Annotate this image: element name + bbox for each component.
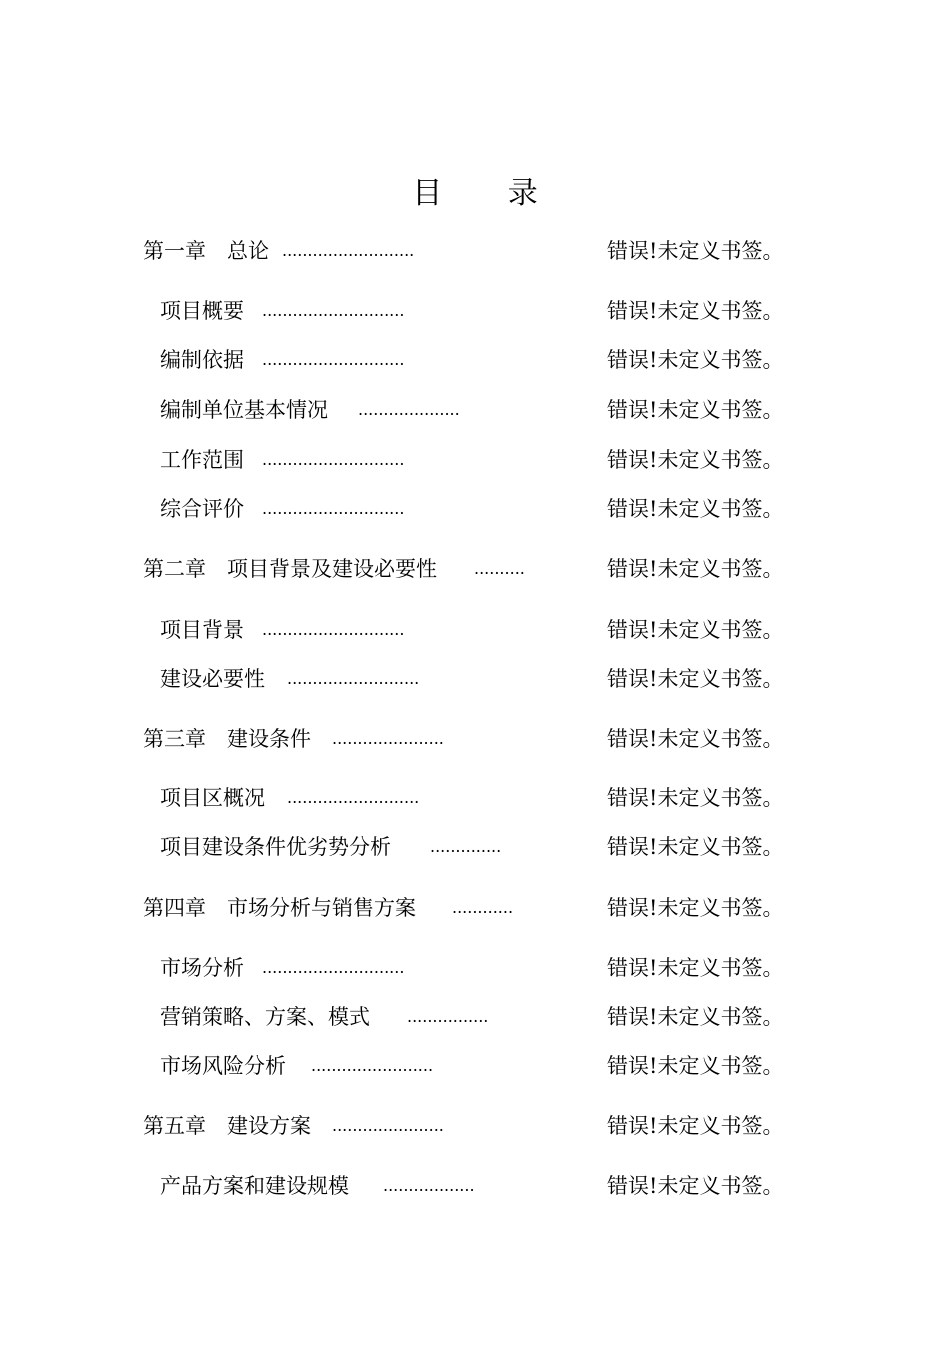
toc-page-ref: 错误!未定义书签。	[607, 497, 784, 521]
toc-entry-section[interactable]	[0, 832, 950, 862]
toc-leader-dots: ................	[407, 1007, 489, 1026]
toc-page-ref: 错误!未定义书签。	[607, 239, 784, 263]
toc-entry-label: 营销策略、方案、模式	[160, 1005, 370, 1029]
toc-page-ref: 错误!未定义书签。	[607, 667, 784, 691]
toc-entry-label: 市场分析	[160, 956, 244, 980]
toc-leader-dots: ..........................	[282, 241, 415, 260]
toc-page-ref: 错误!未定义书签。	[607, 398, 784, 422]
toc-entry-label: 综合评价	[160, 497, 244, 521]
toc-entry-chapter-4[interactable]	[0, 893, 950, 923]
toc-page-ref: 错误!未定义书签。	[607, 557, 784, 581]
toc-entry-section[interactable]	[0, 494, 950, 524]
toc-leader-dots: ..........................	[287, 669, 420, 688]
toc-page-ref: 错误!未定义书签。	[607, 896, 784, 920]
toc-entry-section[interactable]	[0, 1051, 950, 1081]
toc-entry-label: 项目概要	[160, 299, 244, 323]
toc-page-ref: 错误!未定义书签。	[607, 835, 784, 859]
toc-entry-label: 编制依据	[160, 348, 244, 372]
toc-page-ref: 错误!未定义书签。	[607, 618, 784, 642]
toc-leader-dots: ............................	[262, 620, 405, 639]
toc-entry-label: 建设必要性	[160, 667, 265, 691]
toc-leader-dots: ..................	[383, 1176, 475, 1195]
toc-page-ref: 错误!未定义书签。	[607, 348, 784, 372]
toc-leader-dots: ..........................	[287, 788, 420, 807]
toc-entry-label: 第五章 建设方案	[143, 1114, 311, 1138]
toc-leader-dots: ........................	[311, 1056, 434, 1075]
toc-entry-section[interactable]	[0, 1002, 950, 1032]
toc-leader-dots: ............................	[262, 499, 405, 518]
toc-entry-label: 工作范围	[160, 448, 244, 472]
toc-entry-label: 市场风险分析	[160, 1054, 286, 1078]
toc-page-ref: 错误!未定义书签。	[607, 1114, 784, 1138]
toc-entry-section[interactable]	[0, 395, 950, 425]
toc-entry-label: 编制单位基本情况	[160, 398, 328, 422]
toc-page-ref: 错误!未定义书签。	[607, 956, 784, 980]
toc-page-ref: 错误!未定义书签。	[607, 1174, 784, 1198]
toc-page-ref: 错误!未定义书签。	[607, 786, 784, 810]
toc-page-ref: 错误!未定义书签。	[607, 299, 784, 323]
toc-entry-label: 产品方案和建设规模	[160, 1174, 349, 1198]
toc-entry-section[interactable]	[0, 664, 950, 694]
toc-page-ref: 错误!未定义书签。	[607, 1054, 784, 1078]
toc-entry-section[interactable]	[0, 1171, 950, 1201]
toc-entry-section[interactable]	[0, 445, 950, 475]
toc-leader-dots: ............................	[262, 301, 405, 320]
toc-entry-chapter-1[interactable]	[0, 236, 950, 266]
toc-leader-dots: ............................	[262, 350, 405, 369]
toc-leader-dots: ......................	[332, 1116, 444, 1135]
toc-entry-label: 第一章 总论	[143, 239, 269, 263]
toc-entry-section[interactable]	[0, 783, 950, 813]
toc-leader-dots: ..........	[474, 559, 525, 578]
toc-leader-dots: ............	[452, 898, 514, 917]
toc-leader-dots: ............................	[262, 450, 405, 469]
toc-page-ref: 错误!未定义书签。	[607, 727, 784, 751]
toc-title: 目 录	[412, 176, 566, 211]
toc-entry-section[interactable]	[0, 615, 950, 645]
toc-entry-label: 项目区概况	[160, 786, 265, 810]
toc-entry-label: 第三章 建设条件	[143, 727, 311, 751]
toc-entry-section[interactable]	[0, 296, 950, 326]
toc-leader-dots: ....................	[358, 400, 460, 419]
toc-entry-section[interactable]	[0, 953, 950, 983]
toc-page-ref: 错误!未定义书签。	[607, 1005, 784, 1029]
toc-leader-dots: ......................	[332, 729, 444, 748]
toc-entry-chapter-3[interactable]	[0, 724, 950, 754]
toc-entry-label: 项目建设条件优劣势分析	[160, 835, 391, 859]
toc-entry-label: 第二章 项目背景及建设必要性	[143, 557, 437, 581]
toc-leader-dots: ............................	[262, 958, 405, 977]
toc-entry-section[interactable]	[0, 345, 950, 375]
toc-entry-chapter-2[interactable]	[0, 554, 950, 584]
toc-entry-chapter-5[interactable]	[0, 1111, 950, 1141]
toc-entry-label: 第四章 市场分析与销售方案	[143, 896, 416, 920]
toc-page-ref: 错误!未定义书签。	[607, 448, 784, 472]
toc-leader-dots: ..............	[430, 837, 502, 856]
toc-entry-label: 项目背景	[160, 618, 244, 642]
